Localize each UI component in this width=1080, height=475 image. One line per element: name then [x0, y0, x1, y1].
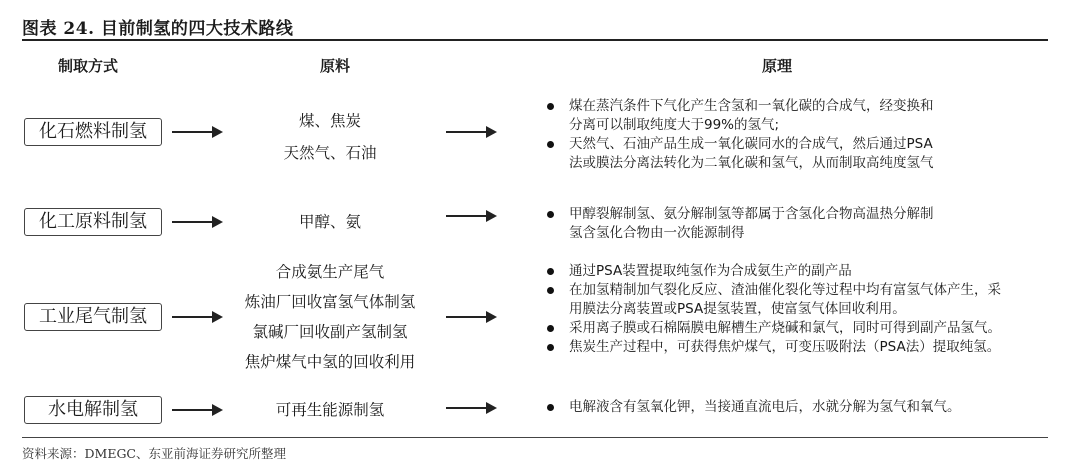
bullet-dot-icon — [547, 344, 554, 351]
top-rule — [22, 39, 1048, 41]
material-chemical — [230, 208, 430, 236]
principle-bullet: 甲醇裂解制氢、氨分解制氢等都属于含氢化合物高温热分解制 氢含氢化合物由一次能源制得 — [545, 205, 1050, 243]
arrow-method-to-material — [172, 214, 224, 230]
method-box-chemical: 化工原料制氢 — [24, 208, 162, 236]
figure-title: 图表 24. 目前制氢的四大技术路线 — [22, 19, 294, 39]
principle-chemical — [545, 205, 1050, 243]
bullet-dot-icon — [547, 287, 554, 294]
principle-electrolysis — [545, 398, 1050, 417]
principle-bullet: 焦炭生产过程中，可获得焦炉煤气，可变压吸附法（PSA法）提取纯氢。 — [545, 338, 1050, 357]
source-note: 资料来源：DMEGC、东亚前海证券研究所整理 — [22, 446, 286, 461]
arrow-material-to-principle — [446, 400, 498, 416]
principle-bullet: 通过PSA装置提取纯氢作为合成氨生产的副产品 — [545, 262, 1050, 281]
bullet-dot-icon — [547, 268, 554, 275]
material-item: 氯碱厂回收副产氢制氢 — [252, 323, 408, 341]
arrow-method-to-material — [172, 124, 224, 140]
principle-bullet: 天然气、石油产品生成一氧化碳同水的合成气，然后通过PSA 法或膜法分离法转化为二氧化碳和氢气，从而制取高纯度氢气 — [545, 135, 1050, 173]
material-industrial — [230, 257, 430, 377]
material-electrolysis — [230, 396, 430, 424]
method-box-industrial: 工业尾气制氢 — [24, 303, 162, 331]
arrow-material-to-principle — [446, 124, 498, 140]
material-item: 炼油厂回收富氢气体制氢 — [244, 293, 416, 311]
method-box-fossil: 化石燃料制氢 — [24, 118, 162, 146]
arrow-material-to-principle — [446, 309, 498, 325]
bullet-dot-icon — [547, 211, 554, 218]
bullet-dot-icon — [547, 103, 554, 110]
principle-industrial — [545, 262, 1050, 357]
material-item: 合成氨生产尾气 — [275, 263, 385, 281]
arrow-material-to-principle — [446, 208, 498, 224]
principle-bullet: 采用离子膜或石棉隔膜电解槽生产烧碱和氯气，同时可得到副产品氢气。 — [545, 319, 1050, 338]
bullet-dot-icon — [547, 141, 554, 148]
arrow-method-to-material — [172, 402, 224, 418]
method-box-electrolysis: 水电解制氢 — [24, 396, 162, 424]
header-method: 制取方式 — [58, 57, 119, 75]
arrow-method-to-material — [172, 309, 224, 325]
principle-bullet: 煤在蒸汽条件下气化产生含氢和一氧化碳的合成气，经变换和 分离可以制取纯度大于99%的氢气; — [545, 97, 1050, 135]
material-item: 可再生能源制氢 — [275, 401, 385, 419]
bullet-dot-icon — [547, 404, 554, 411]
bottom-rule — [22, 437, 1048, 438]
material-item: 焦炉煤气中氢的回收利用 — [244, 353, 416, 371]
material-item: 煤、焦炭 — [298, 112, 361, 130]
principle-fossil — [545, 97, 1050, 173]
header-principle: 原理 — [762, 57, 793, 75]
material-fossil — [230, 105, 430, 169]
material-item: 天然气、石油 — [283, 144, 377, 162]
principle-bullet: 电解液含有氢氧化钾，当接通直流电后，水就分解为氢气和氧气。 — [545, 398, 1050, 417]
bullet-dot-icon — [547, 325, 554, 332]
header-material: 原料 — [320, 57, 351, 75]
material-item: 甲醇、氨 — [298, 213, 361, 231]
principle-bullet: 在加氢精制加气裂化反应、渣油催化裂化等过程中均有富氢气体产生，采 用膜法分离装置或PSA提氢装置，使富氢气体回收利用。 — [545, 281, 1050, 319]
